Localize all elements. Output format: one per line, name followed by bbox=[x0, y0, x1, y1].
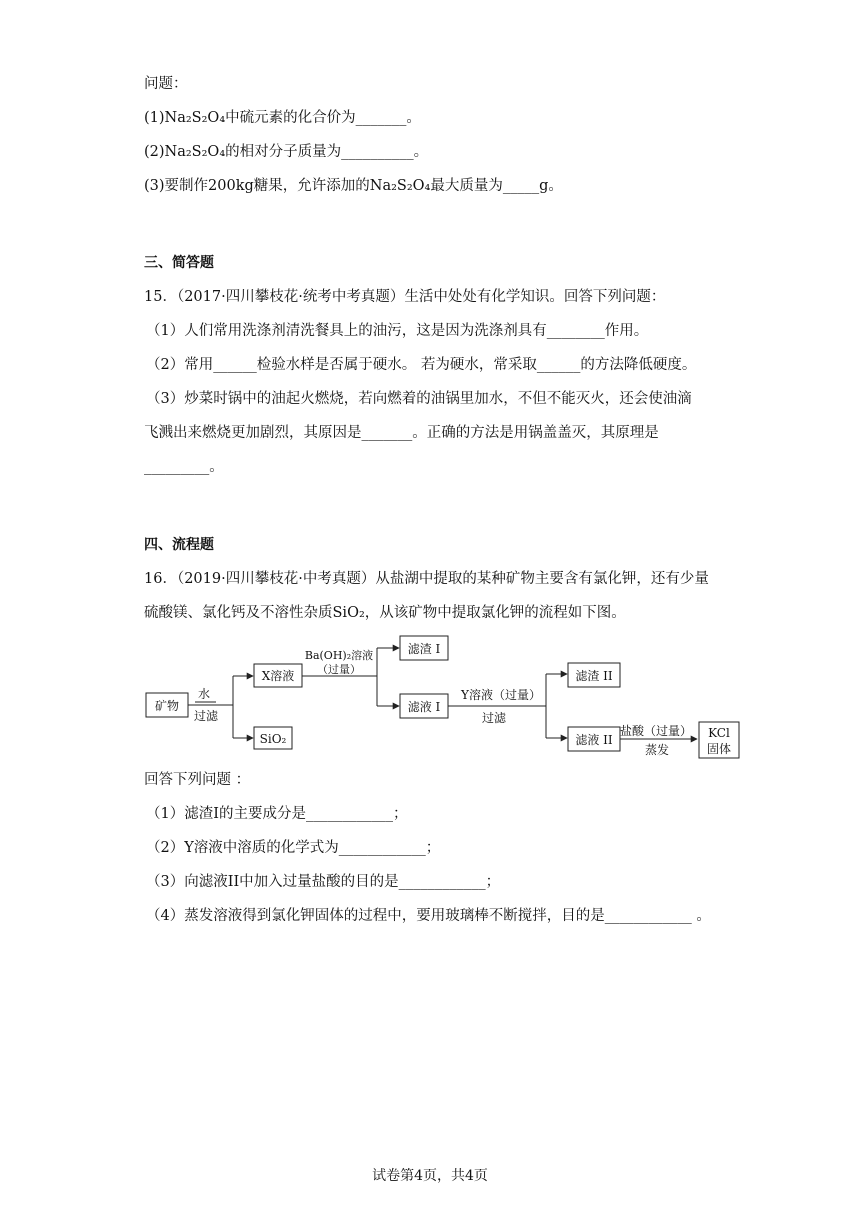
baoh2-reagent-label: Ba(OH)₂溶液 bbox=[304, 649, 374, 662]
excess-1-label: （过量） bbox=[317, 663, 361, 676]
hcl-reagent-label: 盐酸（过量） bbox=[619, 724, 693, 738]
question-16-part-3: （3）向滤液II中加入过量盐酸的目的是____________； bbox=[146, 874, 501, 890]
section-4-heading: 四、流程题 bbox=[144, 537, 214, 553]
question-15-part-2: （2）常用______检验水样是否属于硬水。 若为硬水，常采取______的方法降低硬度。 bbox=[146, 357, 697, 373]
water-label: 水 bbox=[197, 687, 211, 701]
page-footer: 试卷第4页，共4页 bbox=[372, 1168, 488, 1184]
question-16-part-1: （1）滤渣I的主要成分是____________； bbox=[146, 806, 408, 822]
question-15-part-1: （1）人们常用洗涤剂清洗餐具上的油污，这是因为洗涤剂具有________作用。 bbox=[146, 323, 649, 339]
question-16-part-4: （4）蒸发溶液得到氯化钾固体的过程中，要用玻璃棒不断搅拌，目的是____________ 。 bbox=[146, 908, 711, 924]
question-16-part-2: （2）Y溶液中溶质的化学式为____________； bbox=[146, 840, 441, 856]
question-14-part-1: (1)Na₂S₂O₄中硫元素的化合价为_______。 bbox=[144, 110, 421, 126]
evaporate-label: 蒸发 bbox=[644, 743, 670, 757]
question-16-stem-line-1: 16．（2019·四川攀枝花·中考真题）从盐湖中提取的某种矿物主要含有氯化钾，还有少量 bbox=[144, 571, 709, 587]
filtrate-2-label: 滤液 II bbox=[575, 733, 613, 747]
question-15-part-3-line-3: _________。 bbox=[144, 459, 224, 475]
question-15-part-3-line-1: （3）炒菜时锅中的油起火燃烧，若向燃着的油锅里加水，不但不能灭火，还会使油滴 bbox=[146, 391, 692, 407]
filtrate-1-label: 滤液 I bbox=[407, 700, 441, 714]
residue-2-label: 滤渣 II bbox=[575, 669, 613, 683]
problem-intro: 问题： bbox=[144, 76, 188, 92]
question-14-part-3: (3)要制作200kg糖果，允许添加的Na₂S₂O₄最大质量为_____g。 bbox=[144, 178, 563, 194]
filter-1-label: 过滤 bbox=[193, 709, 219, 723]
question-16-stem-line-2: 硫酸镁、氯化钙及不溶性杂质SiO₂，从该矿物中提取氯化钾的流程如下图。 bbox=[144, 605, 626, 621]
y-reagent-label: Y溶液（过量） bbox=[461, 688, 541, 702]
sio2-label: SiO₂ bbox=[259, 732, 287, 746]
filter-2-label: 过滤 bbox=[481, 711, 507, 725]
solid-label: 固体 bbox=[706, 742, 732, 756]
flow-diagram bbox=[0, 630, 860, 765]
mineral-label: 矿物 bbox=[154, 699, 180, 713]
question-16-answer-intro: 回答下列问题 ： bbox=[144, 772, 251, 788]
section-3-heading: 三、简答题 bbox=[144, 255, 214, 271]
question-15-stem: 15．（2017·四川攀枝花·统考中考真题）生活中处处有化学知识。回答下列问题： bbox=[144, 289, 666, 305]
x-solution-label: X溶液 bbox=[261, 669, 295, 683]
residue-1-label: 滤渣 I bbox=[407, 642, 441, 656]
question-15-part-3-line-2: 飞溅出来燃烧更加剧烈，其原因是_______。正确的方法是用锅盖盖灭，其原理是 bbox=[144, 425, 659, 441]
kcl-label: KCl bbox=[708, 726, 730, 740]
question-14-part-2: (2)Na₂S₂O₄的相对分子质量为__________。 bbox=[144, 144, 429, 160]
